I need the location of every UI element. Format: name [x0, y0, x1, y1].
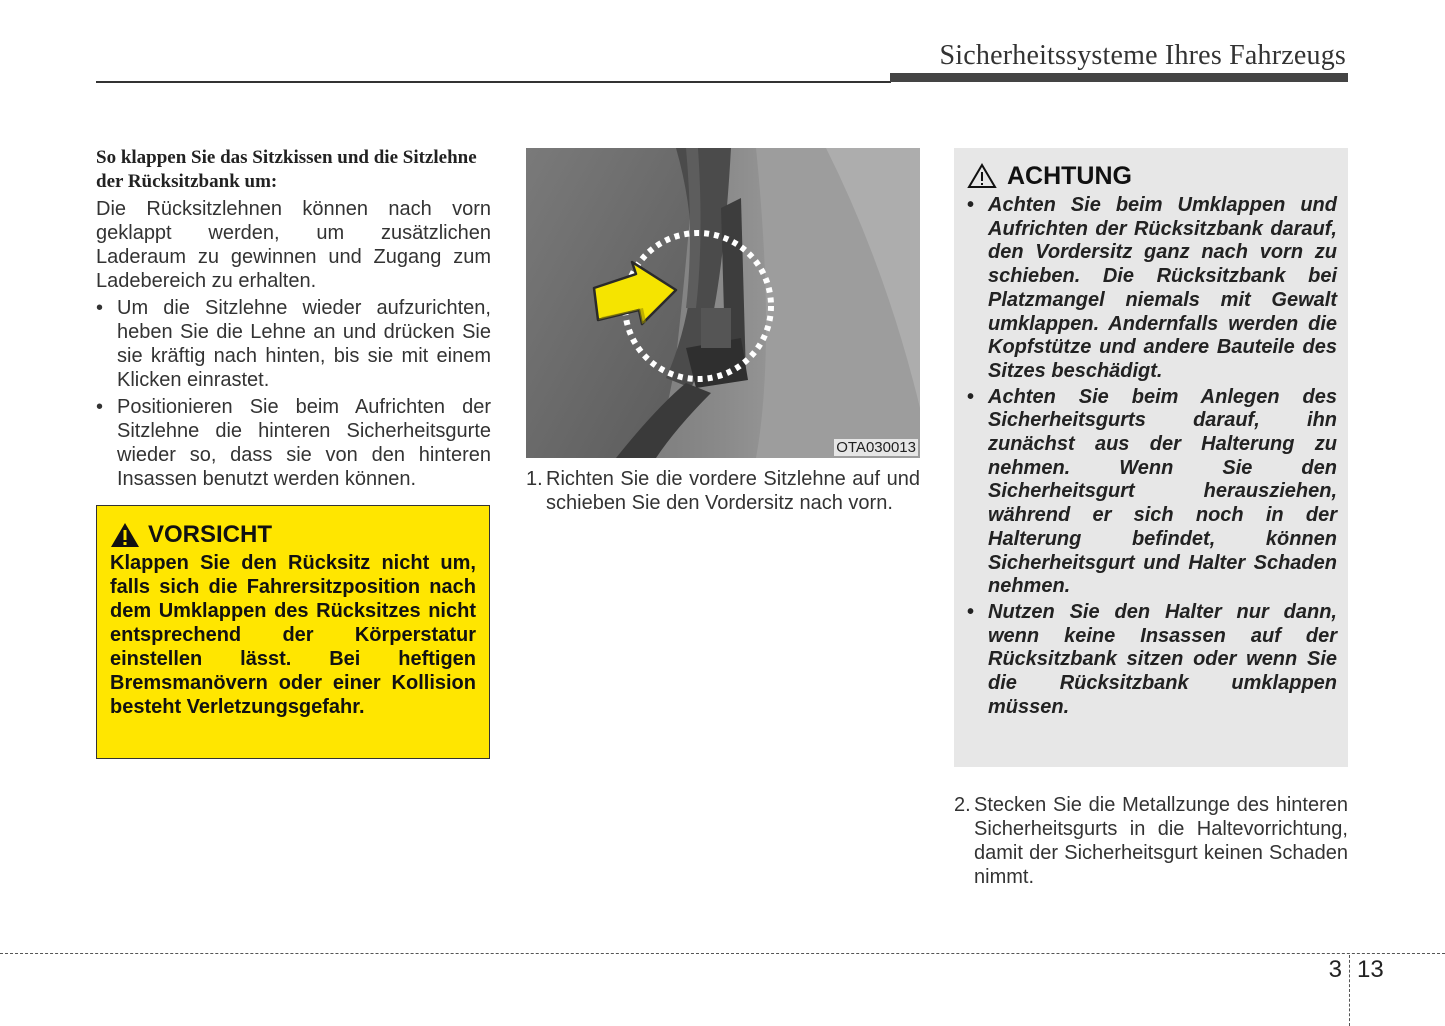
warning-box [954, 148, 1348, 767]
list-item: • Nutzen Sie den Halter nur dann, wenn keine Insassen auf der Rücksitzbank sitzen oder wenn Sie die Rücksitzbank umklappen müssen. [967, 601, 1337, 720]
caution-title [110, 520, 476, 550]
list-item: • Achten Sie beim Umklappen und Aufrichten der Rücksitzbank darauf, den Vordersitz ganz nach vorn zu schieben. Die Rücksitzbank bei Platzmangel niemals mit Gewalt umklappen. Andernfalls werden die Kopfstütze und andere Bauteile des Sitzes beschädigt. [967, 194, 1337, 384]
instruction-list [96, 296, 491, 491]
step-2 [954, 793, 1348, 889]
image-code: OTA030013 [836, 439, 916, 456]
section-title: Sicherheitssysteme Ihres Fahrzeugs [939, 40, 1346, 71]
list-item: • Um die Sitzlehne wieder aufzurichten, heben Sie die Lehne an und drücken Sie sie kräftig nach hinten, bis sie mit einem Klicken einrastet. [96, 296, 491, 392]
footer-rule [0, 953, 1445, 954]
warning-title [967, 160, 1337, 192]
intro-paragraph: Die Rücksitzlehnen können nach vorn geklappt werden, um zusätzlichen Laderaum zu gewinnen und Zugang zum Ladebereich zu erhalten. [96, 198, 491, 292]
list-item: • Positionieren Sie beim Aufrichten der Sitzlehne die hinteren Sicherheitsgurte wieder so, dass sie von den hinteren Insassen benutzt werden können. [96, 395, 491, 491]
step-text: Richten Sie die vordere Sitzlehne auf und schieben Sie den Vordersitz nach vorn. [546, 468, 920, 514]
seat-belt-illustration [526, 148, 920, 458]
warning-triangle-outline-icon [967, 163, 997, 189]
header-rule [96, 81, 891, 83]
chapter-number: 3 [1328, 956, 1342, 983]
step-1 [526, 467, 920, 515]
left-column [96, 146, 491, 494]
warning-triangle-icon [110, 522, 140, 548]
warning-title-text: ACHTUNG [1007, 162, 1132, 190]
caution-text: Klappen Sie den Rücksitz nicht um, falls sich die Fahrersitzposition nach dem Umklappen des Rücksitzes nicht entsprechend der Körperstatur einstellen lässt. Bei heftigen Bremsmanövern oder einer Kollision besteht Verletzungsgefahr. [110, 552, 476, 718]
page-number: 13 [1357, 956, 1384, 983]
step-number: 2. [954, 794, 971, 816]
list-item: • Achten Sie beim Anlegen des Sicherheitsgurts darauf, ihn zunächst aus der Halterung zu nehmen. Wenn Sie den Sicherheitsgurt herausziehen, während er sich noch in der Halterung befindet, können Sicherheitsgurt und Halter Schaden nehmen. [967, 386, 1337, 599]
step-number: 1. [526, 468, 543, 490]
caution-title-text: VORSICHT [148, 521, 273, 548]
header-bar [890, 73, 1348, 82]
caution-box [96, 505, 490, 759]
seat-belt-photo [526, 148, 920, 458]
footer-divider [1349, 955, 1350, 1026]
warning-list [967, 194, 1337, 719]
step-text: Stecken Sie die Metallzunge des hinteren Sicherheitsgurts in die Haltevorrichtung, damit der Sicherheitsgurt keinen Schaden nimmt. [974, 794, 1348, 888]
subheading: So klappen Sie das Sitzkissen und die Sitzlehne der Rücksitzbank um: [96, 147, 477, 192]
